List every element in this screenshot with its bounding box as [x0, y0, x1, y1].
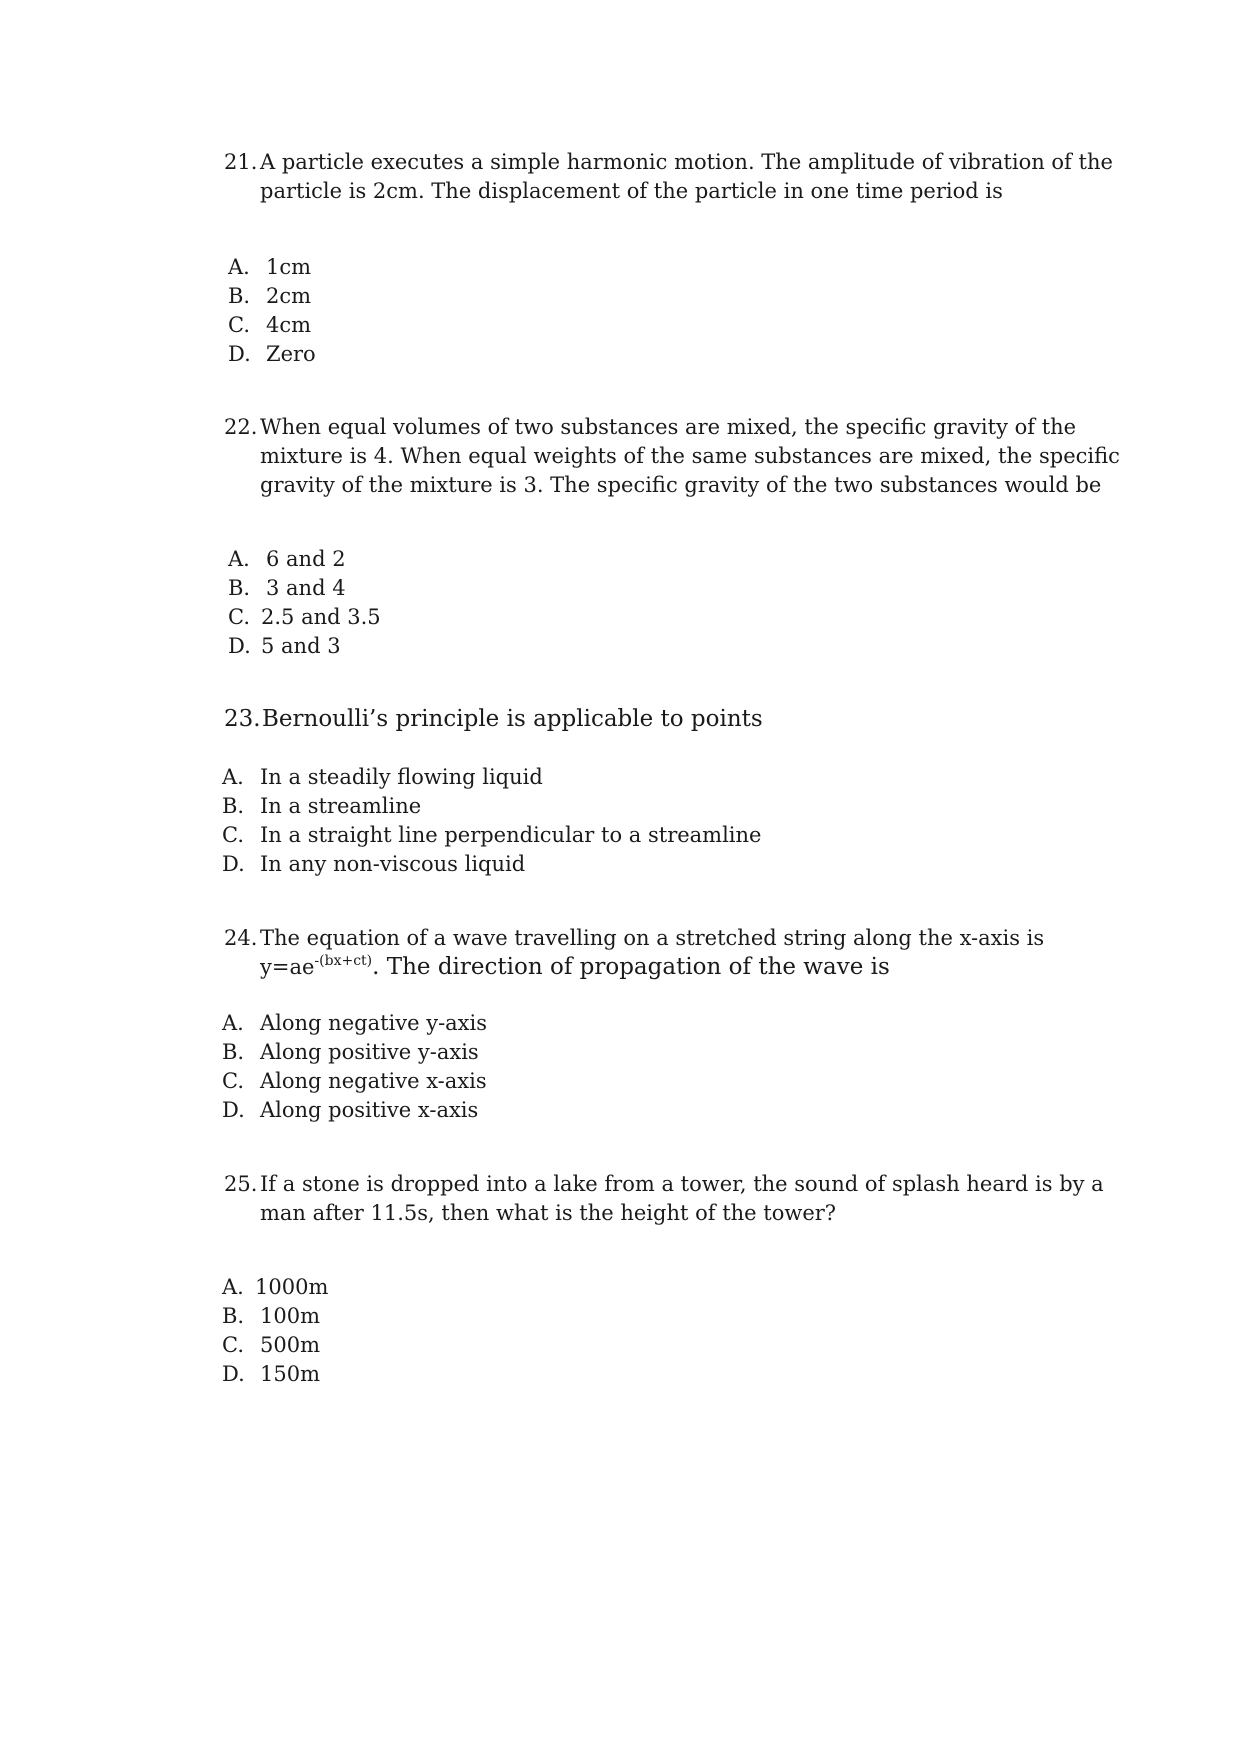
option-letter: C. — [222, 1069, 244, 1093]
option-letter: C. — [222, 1333, 244, 1357]
option-letter: A. — [228, 547, 250, 571]
question-22-line-1 — [224, 413, 1120, 442]
option-b[interactable] — [222, 1038, 487, 1067]
question-number: 23. — [224, 706, 261, 732]
options-21 — [228, 253, 316, 369]
option-letter: B. — [228, 576, 251, 600]
option-text: Along negative x-axis — [260, 1069, 487, 1093]
option-d[interactable] — [228, 632, 381, 661]
option-letter: A. — [222, 1011, 244, 1035]
option-b[interactable] — [222, 792, 761, 821]
options-22 — [228, 545, 381, 661]
option-text: 4cm — [266, 313, 312, 337]
question-23-line-1 — [224, 705, 763, 734]
option-text: 150m — [260, 1362, 320, 1386]
equation-exponent: -(bx+ct) — [314, 953, 373, 969]
option-text: 3 and 4 — [266, 576, 346, 600]
option-a[interactable] — [222, 763, 761, 792]
option-c[interactable] — [222, 1067, 487, 1096]
question-text: particle is 2cm. The displacement of the particle in one time period is — [260, 179, 1003, 203]
option-text: 500m — [260, 1333, 320, 1357]
option-a[interactable] — [228, 545, 381, 574]
option-letter: C. — [228, 605, 250, 629]
option-text: 2cm — [266, 284, 312, 308]
option-text: Along negative y-axis — [260, 1011, 488, 1035]
question-text: Bernoulli’s principle is applicable to points — [262, 706, 763, 732]
option-text: 2.5 and 3.5 — [261, 605, 381, 629]
option-letter: B. — [222, 1040, 245, 1064]
option-text: 1cm — [266, 255, 312, 279]
option-b[interactable] — [228, 574, 381, 603]
question-number: 22. — [224, 415, 258, 439]
option-letter: D. — [222, 1362, 245, 1386]
question-text: mixture is 4. When equal weights of the same substances are mixed, the specific — [260, 444, 1120, 468]
option-text: 5 and 3 — [261, 634, 341, 658]
question-21-line-1 — [224, 148, 1113, 177]
option-letter: D. — [228, 342, 251, 366]
question-25 — [224, 1170, 1104, 1228]
option-d[interactable] — [228, 340, 316, 369]
question-text: . The direction of propagation of the wave is — [372, 954, 890, 980]
question-text: The equation of a wave travelling on a stretched string along the x-axis is — [260, 926, 1045, 950]
option-c[interactable] — [222, 1331, 328, 1360]
question-text: man after 11.5s, then what is the height of the tower? — [260, 1201, 837, 1225]
option-text: 100m — [260, 1304, 320, 1328]
question-text: When equal volumes of two substances are mixed, the specific gravity of the — [260, 415, 1077, 439]
options-23 — [222, 763, 761, 879]
option-letter: D. — [222, 852, 245, 876]
options-25 — [222, 1273, 328, 1389]
option-letter: D. — [228, 634, 251, 658]
option-d[interactable] — [222, 850, 761, 879]
question-number: 24. — [224, 926, 258, 950]
option-letter: A. — [228, 255, 250, 279]
option-text: In a streamline — [260, 794, 422, 818]
option-letter: A. — [222, 1275, 244, 1299]
option-text: In any non-viscous liquid — [260, 852, 526, 876]
option-b[interactable] — [222, 1302, 328, 1331]
option-letter: B. — [222, 794, 245, 818]
question-21 — [224, 148, 1113, 206]
option-text: Along positive x-axis — [260, 1098, 479, 1122]
question-24-line-1 — [224, 924, 1044, 953]
option-letter: C. — [222, 823, 244, 847]
option-text: 1000m — [255, 1275, 329, 1299]
option-letter: B. — [222, 1304, 245, 1328]
question-text: If a stone is dropped into a lake from a tower, the sound of splash heard is by a — [260, 1172, 1104, 1196]
option-d[interactable] — [222, 1096, 487, 1125]
option-c[interactable] — [228, 311, 316, 340]
question-text: gravity of the mixture is 3. The specific gravity of the two substances would be — [260, 473, 1102, 497]
option-a[interactable] — [228, 253, 316, 282]
option-text: Along positive y-axis — [260, 1040, 479, 1064]
option-letter: D. — [222, 1098, 245, 1122]
option-text: Zero — [266, 342, 316, 366]
question-text: A particle executes a simple harmonic motion. The amplitude of vibration of the — [260, 150, 1113, 174]
option-a[interactable] — [222, 1273, 328, 1302]
option-a[interactable] — [222, 1009, 487, 1038]
option-text: In a straight line perpendicular to a streamline — [260, 823, 762, 847]
question-23 — [224, 705, 763, 734]
option-d[interactable] — [222, 1360, 328, 1389]
question-24 — [224, 924, 1044, 982]
question-number: 21. — [224, 150, 258, 174]
option-b[interactable] — [228, 282, 316, 311]
option-letter: A. — [222, 765, 244, 789]
option-text: 6 and 2 — [266, 547, 346, 571]
question-number: 25. — [224, 1172, 258, 1196]
equation-base: y=ae — [260, 955, 315, 979]
question-25-line-1 — [224, 1170, 1104, 1199]
option-letter: C. — [228, 313, 250, 337]
option-c[interactable] — [228, 603, 381, 632]
question-22 — [224, 413, 1120, 500]
option-text: In a steadily flowing liquid — [260, 765, 543, 789]
option-c[interactable] — [222, 821, 761, 850]
option-letter: B. — [228, 284, 251, 308]
question-equation-line — [224, 953, 1044, 982]
options-24 — [222, 1009, 487, 1125]
